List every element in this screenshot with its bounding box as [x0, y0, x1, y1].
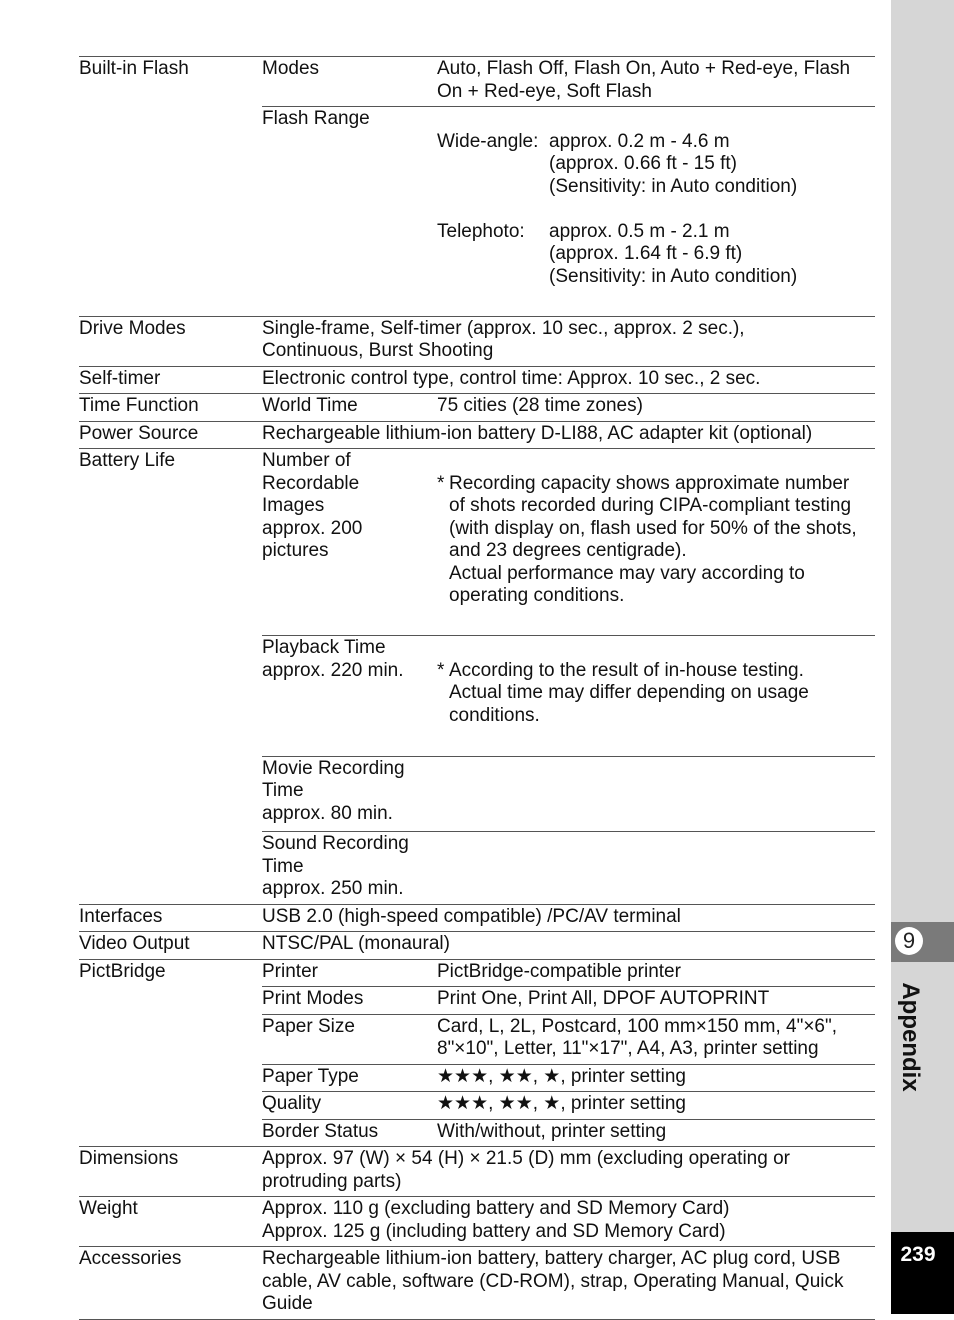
spec-label: Interfaces [79, 905, 163, 927]
range-value: approx. 0.5 m - 2.1 m (approx. 1.64 ft - 6.9 ft) (Sensitivity: in Auto condition) [549, 220, 798, 287]
spec-subname: Modes [262, 58, 320, 79]
spec-row-accessories [79, 1246, 875, 1320]
flash-range-wide [437, 131, 875, 199]
spec-subrow-flash-range [262, 106, 875, 316]
spec-row-drive-modes [79, 316, 875, 366]
spec-subvalue: With/without, printer setting [437, 1120, 667, 1142]
chapter-title: Appendix [897, 982, 924, 1092]
spec-row-time-function [79, 393, 875, 421]
spec-label: Time Function [79, 395, 199, 416]
spec-row-weight [79, 1196, 875, 1246]
spec-subrow-print-modes [262, 986, 875, 1014]
spec-row-built-in-flash [79, 56, 875, 316]
spec-label: Weight [79, 1198, 138, 1219]
spec-label: Drive Modes [79, 317, 186, 339]
spec-subvalue: 75 cities (28 time zones) [437, 395, 643, 416]
spec-row-pictbridge [79, 959, 875, 1147]
range-key: Telephoto: [437, 220, 525, 242]
spec-subname: Paper Type [262, 1065, 359, 1087]
footnote-text: Recording capacity shows approximate number of shots recorded during CIPA-compliant testing (with display on, flash used for 50% of the shots, and 23 degrees centigrade). Actual performance may vary according to operating conditions. [449, 472, 857, 606]
spec-subvalue: Print One, Print All, DPOF AUTOPRINT [437, 988, 770, 1009]
spec-subname: Sound Recording Time approx. 250 min. [262, 833, 409, 899]
spec-subrow-sound-recording [262, 831, 875, 904]
spec-subname: World Time [262, 395, 358, 416]
spec-content [262, 449, 875, 904]
spec-value: USB 2.0 (high-speed compatible) /PC/AV terminal [262, 905, 681, 927]
chapter-sidebar [891, 0, 954, 1314]
spec-row-interfaces [79, 904, 875, 932]
spec-row-power-source [79, 421, 875, 449]
flash-range-values [437, 107, 875, 316]
spec-subvalue: ★★★, ★★, ★, printer setting [437, 1065, 686, 1087]
spec-content [262, 960, 875, 1147]
spec-subname: Printer [262, 960, 318, 982]
spec-subvalue: PictBridge-compatible printer [437, 960, 681, 982]
chapter-number-badge: 9 [895, 927, 923, 955]
spec-value: Single-frame, Self-timer (approx. 10 sec., approx. 2 sec.), Continuous, Burst Shooting [262, 317, 745, 361]
spec-subname: Border Status [262, 1120, 379, 1142]
spec-row-self-timer [79, 366, 875, 394]
spec-subrow-paper-size [262, 1014, 875, 1064]
spec-subvalue: Auto, Flash Off, Flash On, Auto + Red-eye, Flash On + Red-eye, Soft Flash [437, 58, 851, 102]
spec-value: Approx. 110 g (excluding battery and SD Memory Card) Approx. 125 g (including battery and SD Memory Card) [262, 1198, 730, 1242]
spec-label: Built-in Flash [79, 58, 189, 79]
spec-subvalue: Card, L, 2L, Postcard, 100 mm×150 mm, 4"×6", 8"×10", Letter, 11"×17", A4, A3, printer setting [437, 1015, 838, 1059]
spec-subrow-quality [262, 1091, 875, 1119]
spec-subrow-modes [262, 57, 875, 106]
spec-subvalue [437, 757, 875, 832]
spec-subvalue [437, 832, 875, 904]
spec-subvalue [437, 636, 875, 756]
spec-subvalue [437, 449, 875, 635]
spec-subrow-playback-time [262, 635, 875, 756]
spec-label: Power Source [79, 422, 199, 444]
spec-value: Approx. 97 (W) × 54 (H) × 21.5 (D) mm (excluding operating or protruding parts) [262, 1148, 790, 1192]
spec-label: Accessories [79, 1248, 182, 1269]
specifications-table [79, 56, 875, 1320]
spec-subname: Print Modes [262, 988, 364, 1009]
spec-subname: Number of Recordable Images approx. 200 pictures [262, 450, 363, 561]
spec-subrow-world-time [262, 394, 875, 421]
spec-label: PictBridge [79, 960, 166, 982]
spec-subrow-recordable-images [262, 449, 875, 635]
spec-subrow-printer [262, 960, 875, 987]
spec-subname: Quality [262, 1093, 322, 1114]
range-key: Wide-angle: [437, 130, 539, 152]
spec-subname: Movie Recording Time approx. 80 min. [262, 757, 405, 824]
footnote-text: According to the result of in-house testing. Actual time may differ depending on usage conditions. [449, 659, 809, 726]
spec-content [262, 57, 875, 316]
spec-label: Video Output [79, 933, 190, 954]
asterisk: * [437, 659, 445, 681]
spec-value: NTSC/PAL (monaural) [262, 933, 450, 954]
spec-label: Battery Life [79, 450, 176, 471]
spec-subname: Flash Range [262, 108, 370, 129]
spec-subrow-movie-recording [262, 756, 875, 832]
flash-range-tele [437, 221, 875, 289]
spec-subrow-paper-type [262, 1064, 875, 1092]
spec-subrow-border-status [262, 1119, 875, 1147]
spec-subname: Paper Size [262, 1015, 355, 1037]
range-value: approx. 0.2 m - 4.6 m (approx. 0.66 ft - 15 ft) (Sensitivity: in Auto condition) [549, 130, 798, 197]
footnote [437, 660, 875, 728]
spec-subname: Playback Time approx. 220 min. [262, 637, 404, 681]
spec-label: Self-timer [79, 367, 161, 389]
spec-subvalue: ★★★, ★★, ★, printer setting [437, 1093, 686, 1114]
spec-label: Dimensions [79, 1148, 179, 1169]
spec-row-dimensions [79, 1146, 875, 1196]
page-number: 239 [900, 1243, 936, 1266]
footnote [437, 473, 875, 608]
spec-row-video-output [79, 931, 875, 959]
spec-content [262, 394, 875, 421]
spec-value: Electronic control type, control time: Approx. 10 sec., 2 sec. [262, 367, 761, 389]
asterisk: * [437, 472, 445, 494]
spec-value: Rechargeable lithium-ion battery D-LI88, AC adapter kit (optional) [262, 422, 813, 444]
spec-row-battery-life [79, 448, 875, 904]
spec-value: Rechargeable lithium-ion battery, battery charger, AC plug cord, USB cable, AV cable, software (CD-ROM), strap, Operating Manual, Quick Guide [262, 1248, 844, 1314]
